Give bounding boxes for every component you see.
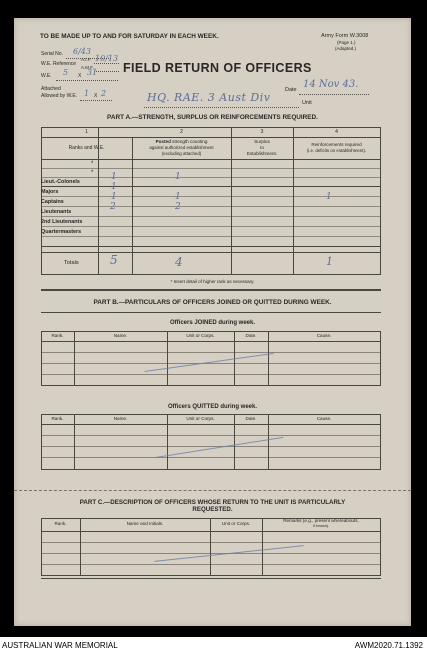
allowed-x-value: 2	[101, 89, 107, 98]
we-reference-label: W.E. Reference	[41, 61, 77, 67]
rank-row-label: Lieut.-Colonels	[41, 179, 80, 185]
we-x-label: X	[78, 73, 82, 79]
quitted-header-name: Name.	[113, 416, 128, 421]
form-paper	[14, 18, 411, 626]
rank-row-label: Lieutenants	[41, 209, 72, 215]
rank-row-label: 2nd Lieutenants	[41, 219, 83, 225]
amf-line	[94, 71, 119, 72]
unit-value: HQ. RAE. 3 Aust Div	[147, 91, 271, 104]
joined-header-unit: Unit or Corps.	[186, 333, 215, 338]
section-divider	[41, 312, 381, 313]
unit-label: Unit	[302, 100, 312, 106]
posted-value-cell: 2	[175, 202, 181, 212]
col-number-3: 3	[260, 129, 264, 135]
we-value-cell: 1	[111, 192, 117, 202]
rank-row-label: *	[91, 161, 94, 167]
date-line	[299, 94, 369, 95]
col2-header-l3: (excluding attached)	[161, 151, 202, 156]
col-number-4: 4	[335, 129, 338, 135]
date-label: Date	[285, 87, 297, 93]
page-number: (Page 1.)	[337, 40, 356, 45]
col3-header-l1: Surplus	[254, 139, 270, 144]
quitted-header-rank: Rank.	[51, 416, 64, 421]
instruction-text: TO BE MADE UP TO AND FOR SATURDAY IN EACH WEEK.	[40, 33, 219, 40]
col4-header-l2: (i.e. deficits on establishment).	[306, 148, 367, 153]
fold-line	[14, 490, 411, 491]
col2-header: Posted strength counting	[155, 139, 208, 144]
joined-header-rank: Rank.	[51, 333, 64, 338]
attached-label: Attached	[41, 86, 61, 92]
part-c-header-remarks: Remarks (e.g., present whereabouts,	[283, 518, 359, 523]
part-c-title: PART C.—DESCRIPTION OF OFFICERS WHOSE RETURN TO THE UNIT IS PARTICULARLY	[79, 499, 346, 506]
form-title: FIELD RETURN OF OFFICERS	[123, 61, 312, 75]
serial-value: 6/43	[73, 47, 91, 56]
reinf-value-cell: 1	[326, 192, 332, 202]
we-value-cell: 2	[110, 202, 116, 212]
serial-label: Serial No.	[41, 51, 63, 57]
footnote: * Insert detail of higher rank as necessary.	[170, 279, 255, 284]
we-x-value: 31	[87, 68, 98, 77]
date-value: 14 Nov 43.	[303, 79, 359, 90]
we-label: W.E.	[41, 73, 52, 79]
col-number-1: 1	[85, 129, 88, 135]
allowed-x-label: X	[94, 93, 98, 99]
part-c-title-l2: REQUESTED.	[192, 506, 233, 513]
part-a-title: PART A.—STRENGTH, SURPLUS OR REINFORCEMENTS REQUIRED.	[107, 114, 318, 121]
part-c-header-name: Name and Initials.	[126, 521, 164, 526]
rank-row-label: *	[91, 170, 94, 176]
amf-label: A.M.F.	[81, 65, 94, 70]
joined-title: Officers JOINED during week.	[169, 320, 256, 326]
totals-posted: 4	[175, 255, 183, 269]
quitted-header-unit: Unit or Corps.	[186, 416, 215, 421]
archive-footer	[0, 637, 427, 653]
col3-header-l3: Establishment.	[246, 151, 278, 156]
col-number-2: 2	[180, 129, 183, 135]
footer-right: AWM2020.71.1392	[354, 641, 423, 650]
part-b-title: PART B.—PARTICULARS OF OFFICERS JOINED OR QUITTED DURING WEEK.	[93, 299, 332, 306]
adapted-note: (Adapted.)	[335, 46, 357, 51]
allowed-line	[80, 100, 112, 101]
part-c-header-remarks-l2: if known).	[312, 524, 330, 528]
allowed-value: 1	[84, 89, 90, 98]
rank-row-label: Majors	[41, 189, 59, 195]
cancel-stroke	[155, 437, 284, 458]
totals-we: 5	[110, 253, 118, 267]
totals-reinf: 1	[326, 255, 333, 268]
joined-header-date: Date.	[245, 333, 257, 338]
col2-header-l2: against authorized establishment	[149, 145, 214, 150]
rank-row-label: Quartermasters	[41, 229, 82, 235]
posted-value-cell: 1	[175, 172, 181, 182]
section-divider	[41, 289, 381, 291]
aif-line	[94, 63, 119, 64]
footer-left: AUSTRALIAN WAR MEMORIAL	[2, 641, 118, 650]
col1-header: Ranks and W.E.	[68, 145, 105, 151]
quitted-title: Officers QUITTED during week.	[167, 404, 257, 410]
we-value: 5	[63, 68, 69, 77]
army-form-number: Army Form W.3008	[321, 33, 369, 39]
totals-label: Totals	[64, 260, 79, 266]
aif-label: A.I.F.	[81, 57, 92, 62]
col4-header-l1: Reinforcements required	[311, 142, 362, 147]
joined-header-cause: Cause.	[316, 333, 332, 338]
aif-value: 10/13	[95, 54, 119, 63]
quitted-header-date: Date.	[245, 416, 257, 421]
posted-value-cell: 1	[175, 192, 181, 202]
part-c-header-unit: Unit or Corps.	[221, 521, 251, 526]
we-value-cell: 1	[111, 182, 117, 192]
allowed-label: Allowed by W.E.	[41, 93, 78, 99]
we-line	[56, 80, 118, 81]
unit-line	[144, 107, 299, 108]
joined-header-name: Name.	[113, 333, 128, 338]
col3-header-l2: to	[260, 145, 264, 150]
part-c-header-rank: Rank.	[54, 521, 67, 526]
rank-row-label: Captains	[41, 199, 64, 205]
quitted-header-cause: Cause.	[316, 416, 332, 421]
we-value-cell: 1	[111, 172, 117, 182]
